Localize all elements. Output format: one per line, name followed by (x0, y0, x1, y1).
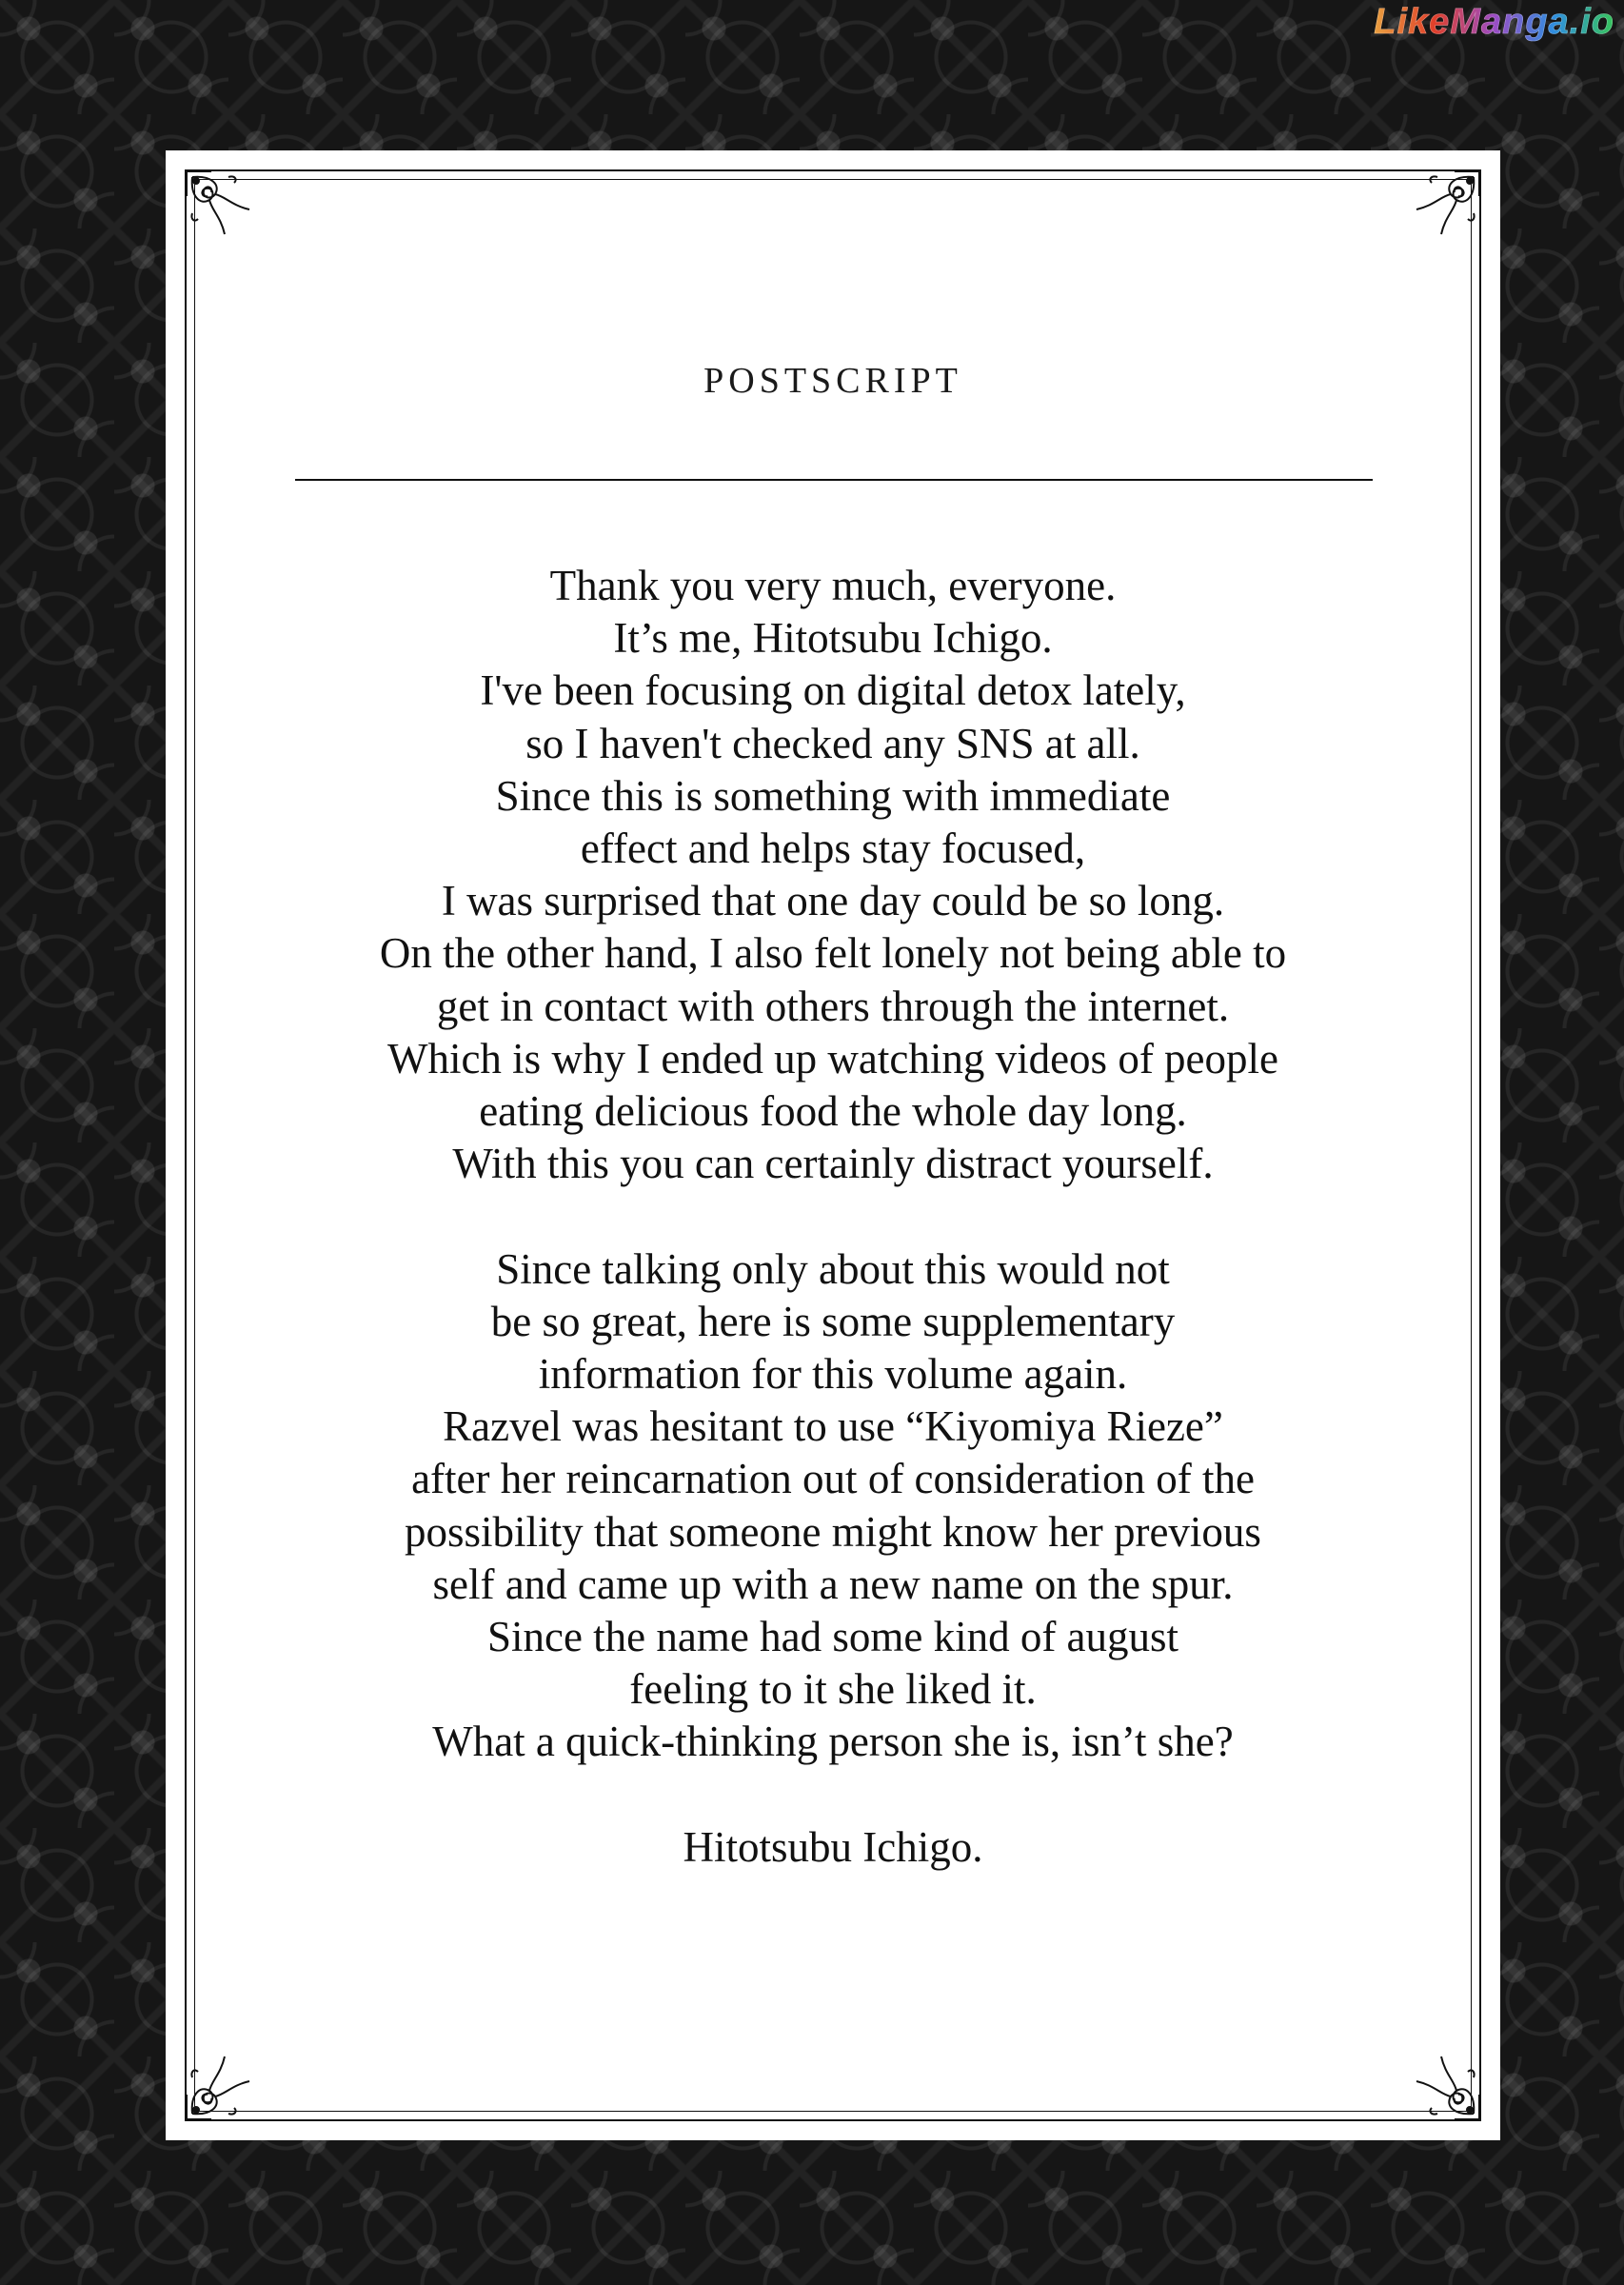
text-line: feeling to it she liked it. (629, 1665, 1037, 1714)
text-line: Razvel was hesitant to use “Kiyomiya Rieze” (443, 1402, 1223, 1451)
page-title: POSTSCRIPT (703, 361, 962, 401)
paragraph-gap (223, 1769, 1443, 1821)
paragraph-gap (223, 1190, 1443, 1242)
text-line: Which is why I ended up watching videos of people (386, 1034, 1278, 1083)
text-line: I've been focusing on digital detox lately, (480, 666, 1186, 715)
text-line: Since the name had some kind of august (486, 1613, 1179, 1661)
paragraph-2 (223, 1243, 1443, 1769)
text-line: With this you can certainly distract yourself. (452, 1140, 1214, 1188)
signature: Hitotsubu Ichigo. (683, 1822, 983, 1871)
flourish-ornament-icon (1409, 2049, 1483, 2123)
postscript-body (223, 560, 1443, 1874)
text-line: self and came up with a new name on the spur. (432, 1560, 1234, 1608)
text-line: eating delicious food the whole day long. (479, 1087, 1187, 1136)
flourish-ornament-icon (183, 168, 257, 242)
text-line: after her reincarnation out of consideration of the (411, 1455, 1255, 1503)
text-line: be so great, here is some supplementary (490, 1297, 1176, 1345)
title-divider (295, 479, 1373, 481)
site-watermark: LikeManga.io (1374, 2, 1614, 42)
postscript-page (166, 150, 1500, 2140)
text-line: I was surprised that one day could be so long. (441, 877, 1225, 925)
paragraph-1 (223, 560, 1443, 1190)
text-line: Thank you very much, everyone. (549, 562, 1117, 609)
text-line: On the other hand, I also felt lonely not being able to (379, 929, 1287, 978)
text-line: It’s me, Hitotsubu Ichigo. (613, 614, 1053, 663)
text-line: get in contact with others through the internet. (436, 982, 1230, 1030)
text-line: Since this is something with immediate (495, 771, 1171, 820)
text-line: information for this volume again. (538, 1350, 1128, 1399)
text-line: so I haven't checked any SNS at all. (525, 719, 1140, 767)
text-line: effect and helps stay focused, (580, 825, 1086, 873)
text-line: Since talking only about this would not (496, 1244, 1170, 1293)
text-line: What a quick-thinking person she is, isn’t she? (432, 1718, 1234, 1766)
flourish-ornament-icon (1409, 168, 1483, 242)
text-line: possibility that someone might know her previous (405, 1507, 1261, 1556)
flourish-ornament-icon (183, 2049, 257, 2123)
